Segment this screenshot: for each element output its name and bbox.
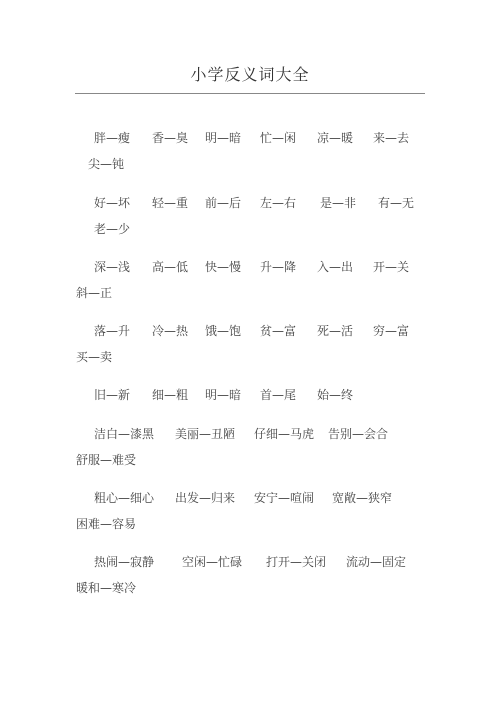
text-line	[0, 128, 500, 148]
antonym-pair: 洁白—漆黑	[94, 427, 155, 441]
text-line	[0, 321, 500, 341]
antonym-pair: 细—粗	[152, 388, 189, 402]
antonym-pair: 死—活	[317, 324, 354, 338]
antonym-pair: 旧—新	[94, 388, 131, 402]
antonym-pair: 忙—闲	[260, 131, 297, 145]
antonym-pair: 告别—会合	[328, 427, 389, 441]
antonym-pair: 粗心—细心	[94, 491, 155, 505]
antonym-pair: 深—浅	[94, 260, 131, 274]
antonym-pair: 空闲—忙碌	[182, 555, 243, 569]
antonym-pair: 饿—饱	[205, 324, 242, 338]
antonym-pair: 困难—容易	[76, 517, 137, 531]
antonym-pair: 热闹—寂静	[94, 555, 155, 569]
text-line	[0, 347, 500, 367]
title-divider	[75, 93, 425, 94]
antonym-pair: 首—尾	[260, 388, 297, 402]
text-line	[0, 450, 500, 470]
antonym-pair: 买—卖	[76, 350, 113, 364]
antonym-pair: 暖和—寒冷	[76, 581, 137, 595]
antonym-pair: 高—低	[152, 260, 189, 274]
antonym-pair: 打开—关闭	[266, 555, 327, 569]
antonym-pair: 明—暗	[205, 131, 242, 145]
antonym-pair: 安宁—喧闹	[254, 491, 315, 505]
antonym-pair: 是—非	[320, 196, 357, 210]
text-line	[0, 514, 500, 534]
antonym-pair: 来—去	[373, 131, 410, 145]
antonym-pair: 前—后	[205, 196, 242, 210]
antonym-pair: 宽敞—狭窄	[332, 491, 393, 505]
text-line	[0, 385, 500, 405]
antonym-pair: 舒服—难受	[76, 453, 137, 467]
antonym-pair: 斜—正	[76, 286, 113, 300]
text-line	[0, 424, 500, 444]
antonym-pair: 落—升	[94, 324, 131, 338]
antonym-pair: 开—关	[373, 260, 410, 274]
antonym-pair: 快—慢	[205, 260, 242, 274]
text-line	[0, 154, 500, 174]
text-line	[0, 193, 500, 213]
antonym-pair: 冷—热	[152, 324, 189, 338]
text-line	[0, 578, 500, 598]
text-line	[0, 283, 500, 303]
antonym-pair: 左—右	[260, 196, 297, 210]
antonym-pair: 穷—富	[373, 324, 410, 338]
page-title: 小学反义词大全	[190, 65, 310, 84]
text-line	[0, 552, 500, 572]
antonym-pair: 始—终	[317, 388, 354, 402]
antonym-pair: 出发—归来	[175, 491, 236, 505]
antonym-pair: 香—臭	[152, 131, 189, 145]
antonym-pair: 胖—瘦	[94, 131, 131, 145]
antonym-pair: 有—无	[378, 196, 415, 210]
antonym-pair: 美丽—丑陋	[175, 427, 236, 441]
antonym-pair: 轻—重	[152, 196, 189, 210]
antonym-pair: 升—降	[260, 260, 297, 274]
text-line	[0, 488, 500, 508]
antonym-pair: 好—坏	[94, 196, 131, 210]
antonym-pair: 尖—钝	[88, 157, 125, 171]
antonym-pair: 老—少	[94, 222, 131, 236]
antonym-pair: 凉—暖	[317, 131, 354, 145]
text-line	[0, 219, 500, 239]
antonym-pair: 仔细—马虎	[254, 427, 315, 441]
antonym-pair: 贫—富	[260, 324, 297, 338]
antonym-pair: 入—出	[317, 260, 354, 274]
text-line	[0, 257, 500, 277]
antonym-pair: 明—暗	[205, 388, 242, 402]
antonym-pair: 流动—固定	[346, 555, 407, 569]
